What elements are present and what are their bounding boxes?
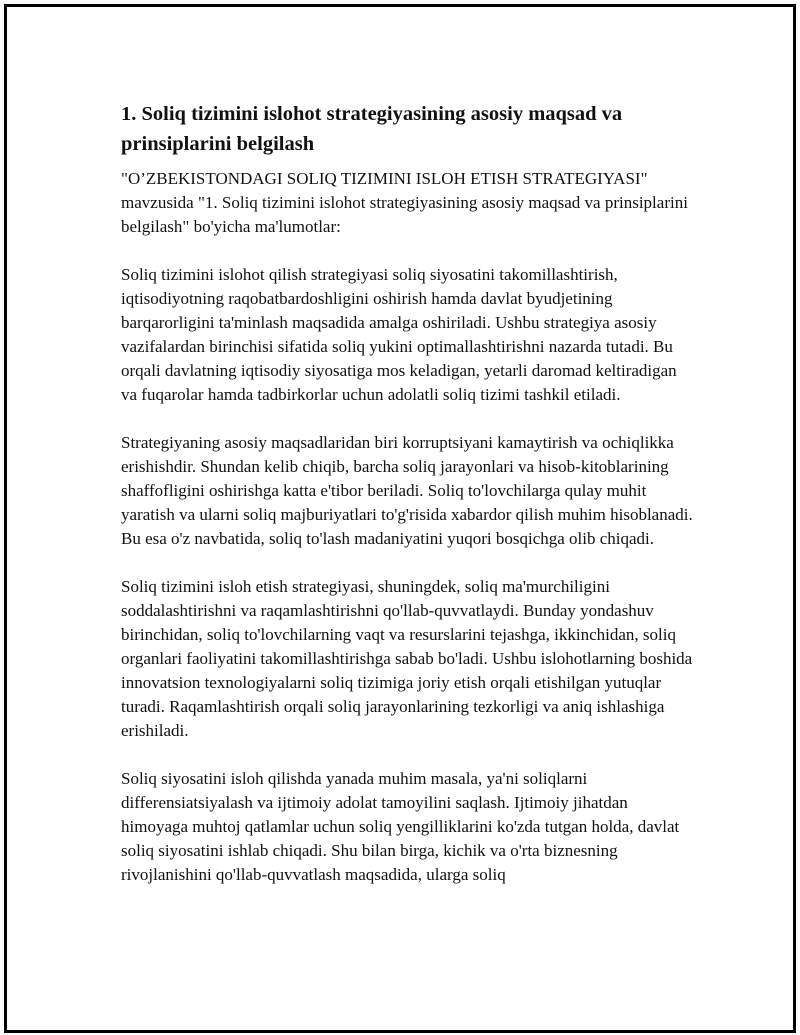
page-frame bbox=[4, 4, 796, 1033]
paragraph-4: Soliq siyosatini isloh qilishda yanada muhim masala, ya'ni soliqlarni differensiatsiyalash va ijtimoiy adolat tamoyilini saqlash. Ijtimoiy jihatdan himoyaga muhtoj qatlamlar uchun soliq yengilliklarini ko'zda tutgan holda, davlat soliq siyosatini ishlab chiqadi. Shu bilan birga, kichik va o'rta biznesning rivojlanishini qo'llab-quvvatlash maqsadida, ularga soliq bbox=[121, 769, 680, 884]
paragraph-3: Soliq tizimini isloh etish strategiyasi, shuningdek, soliq ma'murchiligini soddalashtirishni va raqamlashtirishni qo'llab-quvvatlaydi. Bunday yondashuv birinchidan, soliq to'lovchilarning vaqt va resurslarini tejashga, ikkinchidan, soliq organlari faoliyatini takomillashtirishga sabab bo'ladi. Ushbu islohotlarning boshida innovatsion texnologiyalarni soliq tizimiga joriy etish orqali etishilgan yutuqlar turadi. Raqamlashtirish orqali soliq jarayonlarining tezkorligi va aniq ishlashiga erishiladi. bbox=[121, 577, 693, 740]
section-heading: 1. Soliq tizimini islohot strategiyasining asosiy maqsad va prinsiplarini belgilash bbox=[121, 103, 623, 155]
intro-paragraph: "O’ZBEKISTONDAGI SOLIQ TIZIMINI ISLOH ETISH STRATEGIYASI" mavzusida "1. Soliq tizimini islohot strategiyasining asosiy maqsad va prinsiplarini belgilash" bo'yicha ma'lumotlar: bbox=[121, 169, 688, 236]
paragraph-2: Strategiyaning asosiy maqsadlaridan biri korruptsiyani kamaytirish va ochiqlikka erishishdir. Shundan kelib chiqib, barcha soliq jarayonlari va hisob-kitoblarining shaffofligini oshirishga katta e'tibor beriladi. Soliq to'lovchilarga qulay muhit yaratish va ularni soliq majburiyatlari to'g'risida xabardor qilish muhim hisoblanadi. Bu esa o'z navbatida, soliq to'lash madaniyatini yuqori bosqichga olib chiqadi. bbox=[121, 433, 693, 548]
document-body bbox=[121, 99, 696, 887]
paragraph-1: Soliq tizimini islohot qilish strategiyasi soliq siyosatini takomillashtirish, iqtisodiyotning raqobatbardoshligini oshirish hamda davlat byudjetining barqarorligini ta'minlash maqsadida amalga oshiriladi. Ushbu strategiya asosiy vazifalardan birinchisi sifatida soliq yukini optimallashtirishni nazarda tutadi. Bu orqali davlatning iqtisodiy siyosatiga mos keladigan, yetarli daromad keltiradigan va fuqarolar hamda tadbirkorlar uchun adolatli soliq tizimi tashkil etiladi. bbox=[121, 265, 677, 404]
